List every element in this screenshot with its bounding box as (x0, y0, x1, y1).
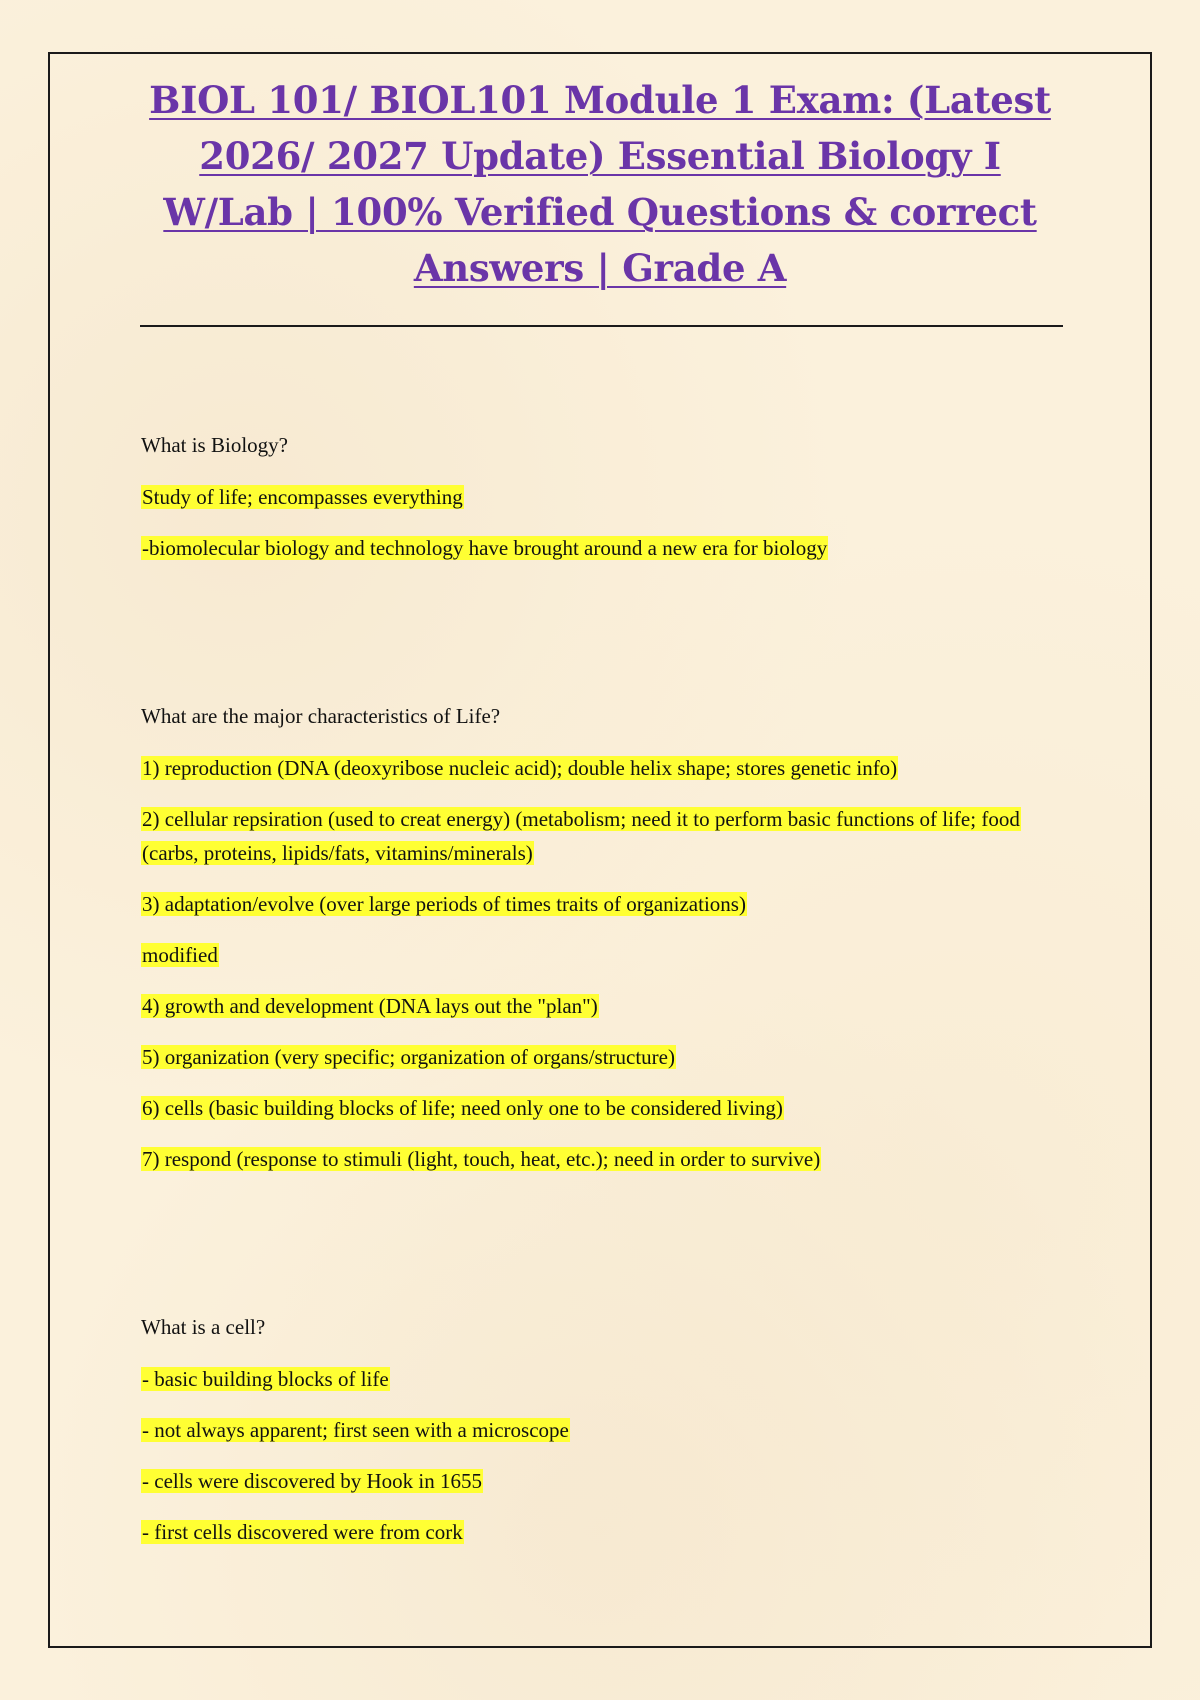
answer-item (141, 938, 1061, 972)
answer-list (141, 1362, 1061, 1549)
answer-item (141, 531, 1061, 565)
title-divider (140, 325, 1063, 327)
answer-item (141, 1515, 1061, 1549)
question: What is Biology? (141, 433, 288, 457)
highlighted-answer: modified (142, 943, 218, 967)
question: What is a cell? (141, 1315, 266, 1339)
question: What are the major characteristics of Life? (141, 704, 501, 728)
answer-item (141, 1142, 1061, 1176)
answer-item (141, 480, 1061, 514)
highlighted-answer: -biomolecular biology and technology have brought around a new era for biology (142, 536, 828, 560)
title-line: W/Lab | 100% Verified Questions & correct (163, 190, 1037, 234)
highlighted-answer: - first cells discovered were from cork (142, 1520, 463, 1544)
highlighted-answer: - basic building blocks of life (142, 1367, 389, 1391)
highlighted-answer: 3) adaptation/evolve (over large periods of times traits of organizations) (142, 892, 746, 916)
highlighted-answer: 4) growth and development (DNA lays out the "plan") (142, 994, 598, 1018)
answer-item (141, 751, 1061, 785)
qa-block-biology (141, 428, 1061, 565)
title-line: 2026/ 2027 Update) Essential Biology I (199, 134, 1001, 178)
highlighted-answer: - not always apparent; first seen with a microscope (142, 1418, 569, 1442)
highlighted-answer: Study of life; encompasses everything (142, 485, 463, 509)
title-line: Answers | Grade A (413, 246, 787, 290)
title-line: BIOL 101/ BIOL101 Module 1 Exam: (Latest (149, 78, 1051, 122)
highlighted-answer: 2) cellular repsiration (used to creat energy) (metabolism; need it to perform basic functions of life; food (carbs, proteins, lipids/fats, vitamins/minerals) (142, 807, 1020, 865)
answer-item (141, 1413, 1061, 1447)
answer-item (141, 1091, 1061, 1125)
answer-list (141, 751, 1061, 1176)
answer-item (141, 1464, 1061, 1498)
highlighted-answer: 7) respond (response to stimuli (light, touch, heat, etc.); need in order to survive) (142, 1147, 821, 1171)
highlighted-answer: - cells were discovered by Hook in 1655 (142, 1469, 482, 1493)
answer-item (141, 1040, 1061, 1074)
answer-item (141, 887, 1061, 921)
highlighted-answer: 5) organization (very specific; organization of organs/structure) (142, 1045, 675, 1069)
answer-item (141, 989, 1061, 1023)
answer-item (141, 1362, 1061, 1396)
qa-block-cell (141, 1310, 1061, 1549)
qa-content (141, 428, 1061, 1549)
qa-block-characteristics (141, 699, 1061, 1176)
answer-list (141, 480, 1061, 565)
document-title (130, 72, 1070, 296)
answer-item (141, 802, 1061, 870)
highlighted-answer: 6) cells (basic building blocks of life; need only one to be considered living) (142, 1096, 783, 1120)
highlighted-answer: 1) reproduction (DNA (deoxyribose nucleic acid); double helix shape; stores genetic info) (142, 756, 898, 780)
